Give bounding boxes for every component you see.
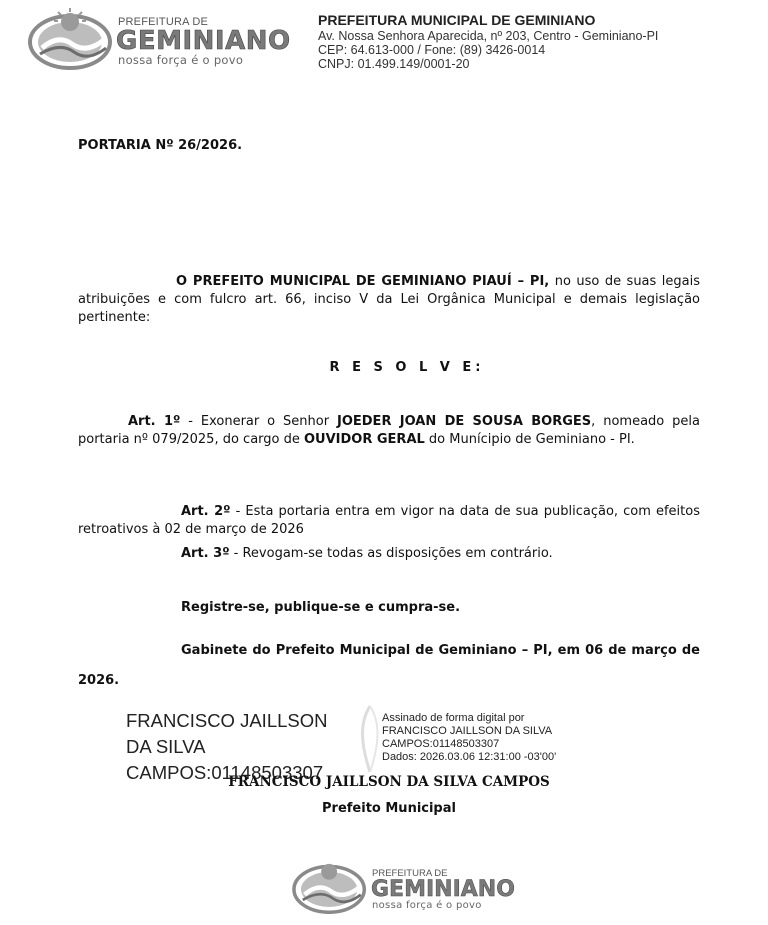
- resolve-heading: R E S O L V E:: [329, 360, 485, 375]
- signer-name: FRANCISCO JAILLSON DA SILVA CAMPOS: [228, 774, 550, 790]
- institution-cep-phone: CEP: 64.613-000 / Fone: (89) 3426-0014: [318, 43, 546, 57]
- gabinete-paragraph: [78, 636, 700, 696]
- institution-address: Av. Nossa Senhora Aparecida, nº 203, Centro - Geminiano-PI: [318, 29, 659, 43]
- intro-paragraph: [78, 273, 700, 327]
- signature-detail-line: Dados: 2026.03.06 12:31:00 -03'00': [382, 751, 557, 763]
- article-1-text-3: do Munícipio de Geminiano - PI.: [424, 432, 635, 447]
- signer-role: Prefeito Municipal: [322, 801, 456, 816]
- footer-logo-icon: [292, 856, 368, 914]
- article-2-label: Art. 2º: [181, 504, 231, 519]
- logo-slogan: nossa força é o povo: [118, 53, 244, 67]
- role-name: OUVIDOR GERAL: [304, 432, 425, 447]
- article-2-text: - Esta portaria entra em vigor na data de sua publicação, com efeitos retroativos à 02 de março de 2026: [78, 504, 700, 537]
- article-1-text-2: , nomeado pela portaria nº 079/2025, do cargo de: [78, 414, 701, 447]
- document-title: PORTARIA Nº 26/2026.: [78, 138, 243, 153]
- signature-detail-line: CAMPOS:01148503307: [382, 738, 500, 750]
- footer-logo-line-1: PREFEITURA DE: [372, 868, 448, 879]
- municipality-logo-icon: [28, 4, 114, 70]
- registre-line: Registre-se, publique-se e cumpra-se.: [181, 600, 461, 615]
- signature-detail-line: FRANCISCO JAILLSON DA SILVA: [382, 725, 553, 737]
- article-2: [78, 503, 700, 539]
- exonerated-name: JOEDER JOAN DE SOUSA BORGES: [337, 414, 592, 429]
- signature-detail-line: Assinado de forma digital por: [382, 712, 525, 724]
- signature-seal-icon: [356, 702, 384, 776]
- gabinete-text: Gabinete do Prefeito Municipal de Geminiano – PI, em 06 de março de 2026.: [78, 643, 700, 688]
- article-1-text-1: - Exonerar o Senhor: [180, 414, 337, 429]
- institution-name: PREFEITURA MUNICIPAL DE GEMINIANO: [318, 12, 596, 28]
- footer-logo-slogan: nossa força é o povo: [372, 900, 482, 911]
- article-3-label: Art. 3º: [181, 546, 230, 561]
- article-3-text: - Revogam-se todas as disposições em contrário.: [229, 546, 553, 561]
- digital-signature-details: [382, 712, 556, 764]
- signature-name-line: DA SILVA: [126, 736, 206, 757]
- article-1-label: Art. 1º: [128, 414, 181, 429]
- article-3: [181, 546, 553, 561]
- signature-name-line: FRANCISCO JAILLSON: [126, 710, 328, 731]
- intro-text: no uso de suas legais atribuições e com fulcro art. 66, inciso V da Lei Orgânica Municipal e demais legislação pertinente:: [78, 274, 700, 325]
- article-1: [78, 413, 700, 449]
- footer-logo-line-2: GEMINIANO: [371, 877, 515, 902]
- institution-cnpj: CNPJ: 01.499.149/0001-20: [318, 57, 470, 71]
- logo-line-2: GEMINIANO: [116, 26, 291, 56]
- signature-name-line: CAMPOS:01148503307: [126, 762, 324, 783]
- logo-line-1: PREFEITURA DE: [118, 16, 209, 28]
- intro-bold: O PREFEITO MUNICIPAL DE GEMINIANO PIAUÍ – PI,: [176, 274, 550, 289]
